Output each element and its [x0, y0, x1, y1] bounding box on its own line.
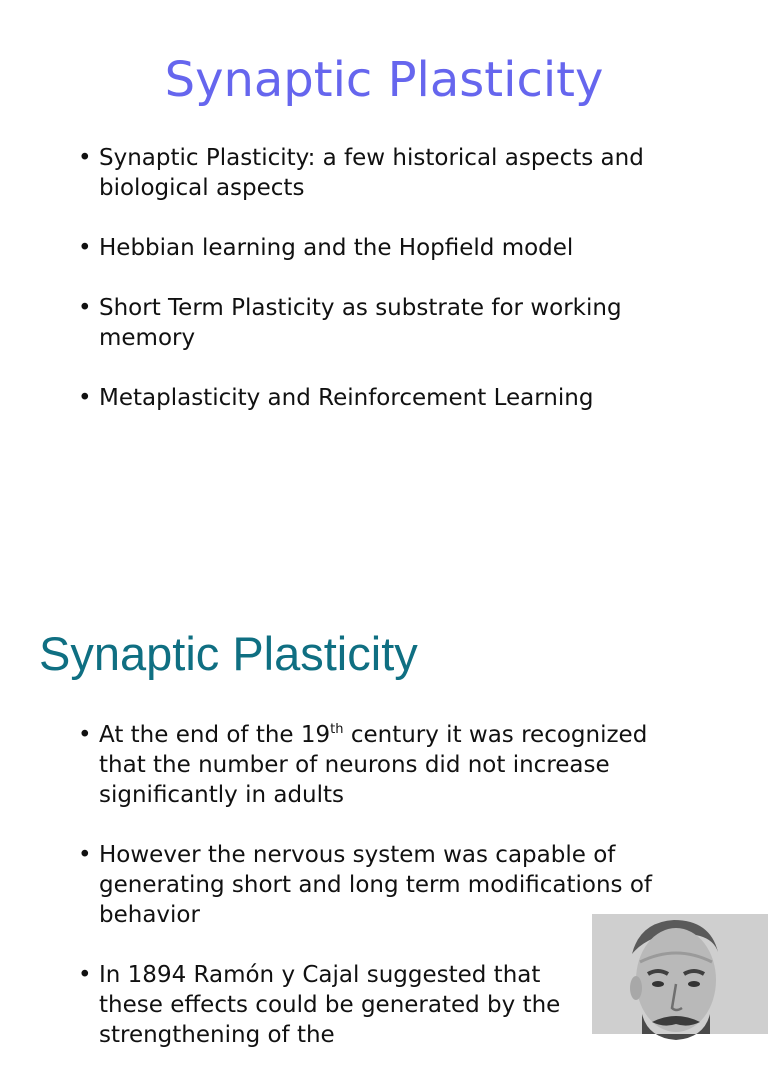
bullet-item [78, 293, 698, 353]
bullet-marker: • [78, 385, 92, 411]
bullet-text: However the nervous system was capable of generating short and long term modifications of behavior [99, 842, 653, 928]
bullet-item [78, 960, 579, 1050]
bullet-list [78, 143, 698, 443]
bullet-marker: • [78, 235, 92, 261]
bullet-text: Short Term Plasticity as substrate for working memory [99, 295, 622, 351]
bullet-marker: • [78, 962, 92, 988]
bullet-marker: • [78, 145, 92, 171]
slide-title: Synaptic Plasticity [164, 52, 604, 108]
bullet-marker: • [78, 722, 92, 748]
bullet-text: Metaplasticity and Reinforcement Learning [99, 385, 594, 411]
bullet-item [78, 143, 698, 203]
bullet-text: In 1894 Ramón y Cajal suggested that these effects could be generated by the strengthening of the [99, 962, 561, 1048]
bullet-item [78, 720, 698, 810]
bullet-text-after: century it was recognized that the number of neurons did not increase significantly in adults [99, 722, 648, 808]
bullet-item [78, 383, 698, 413]
bullet-item [78, 233, 698, 263]
slide-title: Synaptic Plasticity [39, 627, 418, 680]
bullet-marker: • [78, 295, 92, 321]
portrait-illustration [592, 914, 768, 1034]
portrait-photo [592, 914, 768, 1034]
bullet-text-before: At the end of the 19 [99, 722, 331, 748]
bullet-text: Hebbian learning and the Hopfield model [99, 235, 574, 261]
ordinal-superscript: th [330, 722, 344, 737]
bullet-marker: • [78, 842, 92, 868]
slide-2 [0, 600, 768, 1048]
bullet-text: Synaptic Plasticity: a few historical aspects and biological aspects [99, 145, 644, 201]
